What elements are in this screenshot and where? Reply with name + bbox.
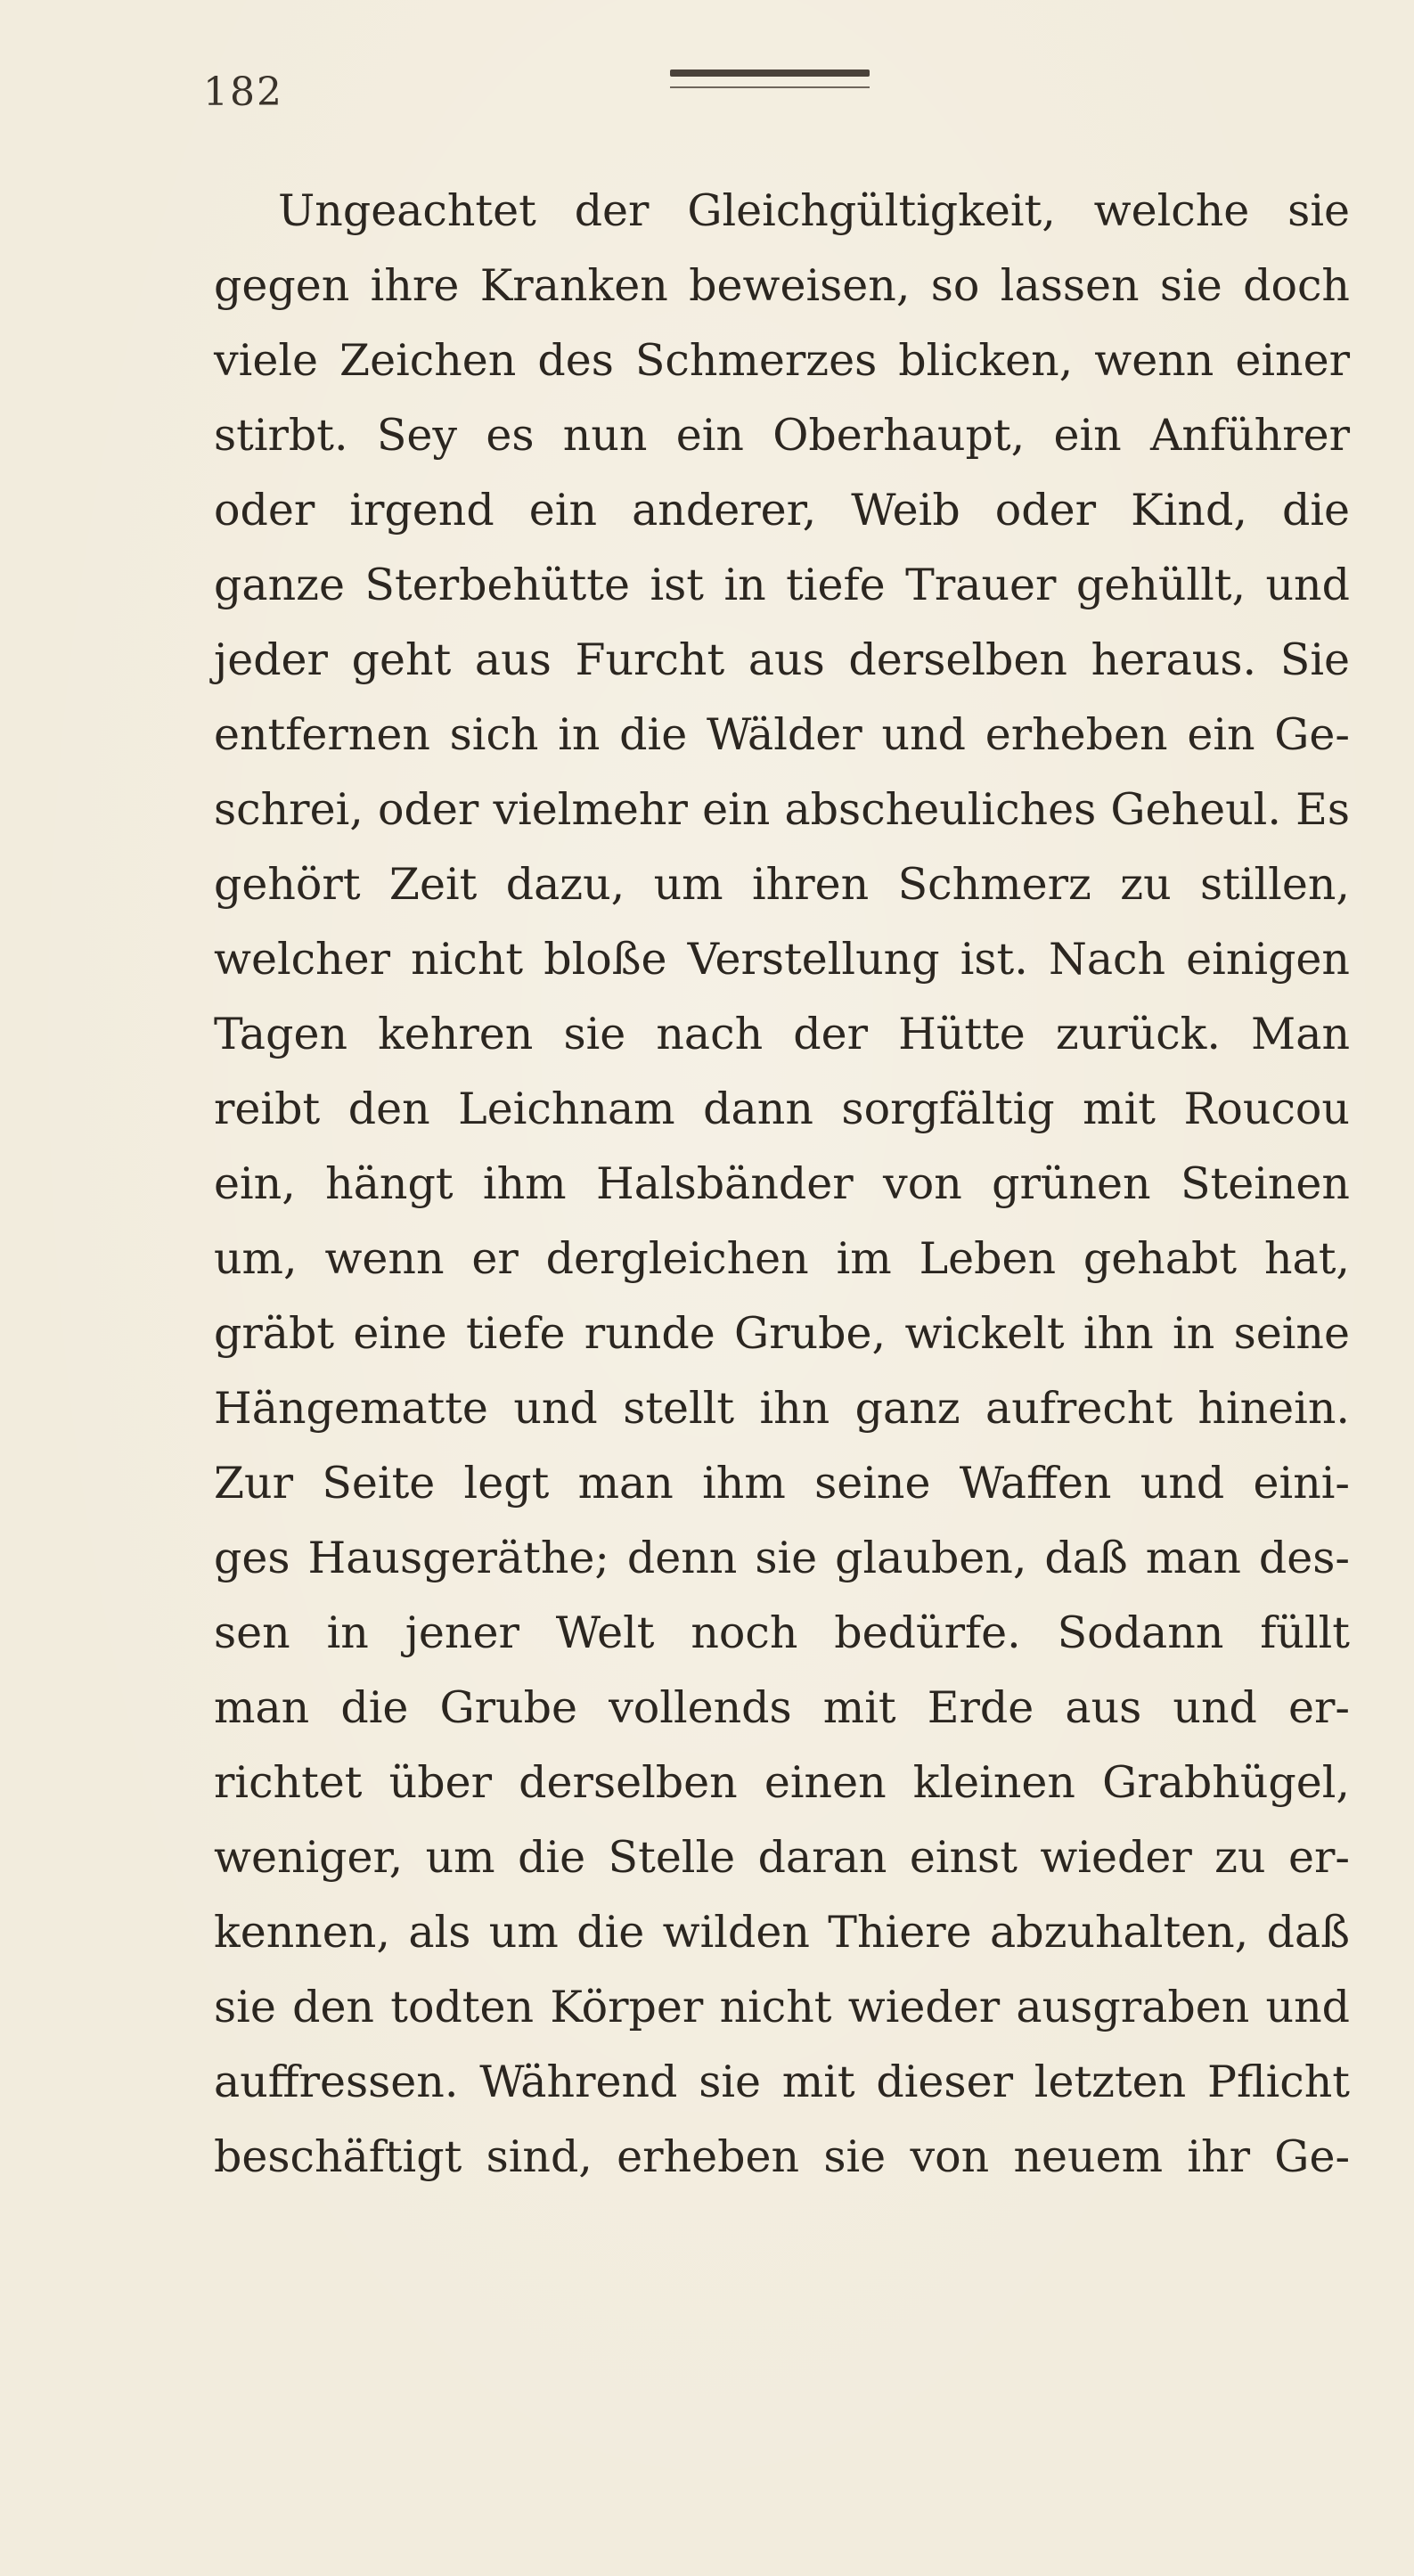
text-line: sen in jener Welt noch bedürfe. Sodann füllt (214, 1607, 1350, 1658)
text-line: ges Hausgeräthe; denn sie glauben, daß man des- (214, 1533, 1350, 1583)
page-number: 182 (203, 70, 283, 115)
header-rule-thick (670, 70, 870, 77)
header-rule (670, 70, 870, 91)
text-line: entfernen sich in die Wälder und erheben ein Ge- (214, 709, 1350, 760)
text-line: gehört Zeit dazu, um ihren Schmerz zu stillen, (214, 859, 1350, 910)
text-line: oder irgend ein anderer, Weib oder Kind, die (214, 485, 1350, 536)
text-line: stirbt. Sey es nun ein Oberhaupt, ein Anführer (214, 410, 1350, 461)
text-line: Hängematte und stellt ihn ganz aufrecht hinein. (214, 1383, 1350, 1434)
header-rule-thin (670, 86, 870, 88)
text-line: viele Zeichen des Schmerzes blicken, wenn einer (214, 335, 1350, 386)
text-line: um, wenn er dergleichen im Leben gehabt hat, (214, 1233, 1350, 1284)
text-line: weniger, um die Stelle daran einst wieder zu er- (214, 1832, 1350, 1883)
body-text (214, 174, 1350, 2195)
text-line: Tagen kehren sie nach der Hütte zurück. Man (214, 1009, 1350, 1059)
text-line: man die Grube vollends mit Erde aus und er- (214, 1682, 1350, 1733)
text-line: kennen, als um die wilden Thiere abzuhalten, daß (214, 1907, 1350, 1958)
text-line: sie den todten Körper nicht wieder ausgraben und (214, 1982, 1350, 2032)
text-line: ein, hängt ihm Halsbänder von grünen Steinen (214, 1158, 1350, 1209)
text-line: welcher nicht bloße Verstellung ist. Nach einigen (214, 934, 1350, 985)
text-line: auffressen. Während sie mit dieser letzten Pflicht (214, 2057, 1350, 2107)
text-line: Ungeachtet der Gleichgültigkeit, welche sie (278, 185, 1350, 236)
text-line: richtet über derselben einen kleinen Grabhügel, (214, 1757, 1350, 1808)
text-line: ganze Sterbehütte ist in tiefe Trauer gehüllt, und (214, 560, 1350, 610)
text-line: gegen ihre Kranken beweisen, so lassen sie doch (214, 260, 1350, 311)
text-line: Zur Seite legt man ihm seine Waffen und eini- (214, 1458, 1350, 1509)
text-line: gräbt eine tiefe runde Grube, wickelt ihn in seine (214, 1308, 1350, 1359)
text-line: schrei, oder vielmehr ein abscheuliches Geheul. Es (214, 784, 1350, 835)
text-line: reibt den Leichnam dann sorgfältig mit Roucou (214, 1084, 1350, 1134)
text-line: beschäftigt sind, erheben sie von neuem ihr Ge- (214, 2131, 1350, 2182)
text-line: jeder geht aus Furcht aus derselben heraus. Sie (214, 634, 1350, 685)
